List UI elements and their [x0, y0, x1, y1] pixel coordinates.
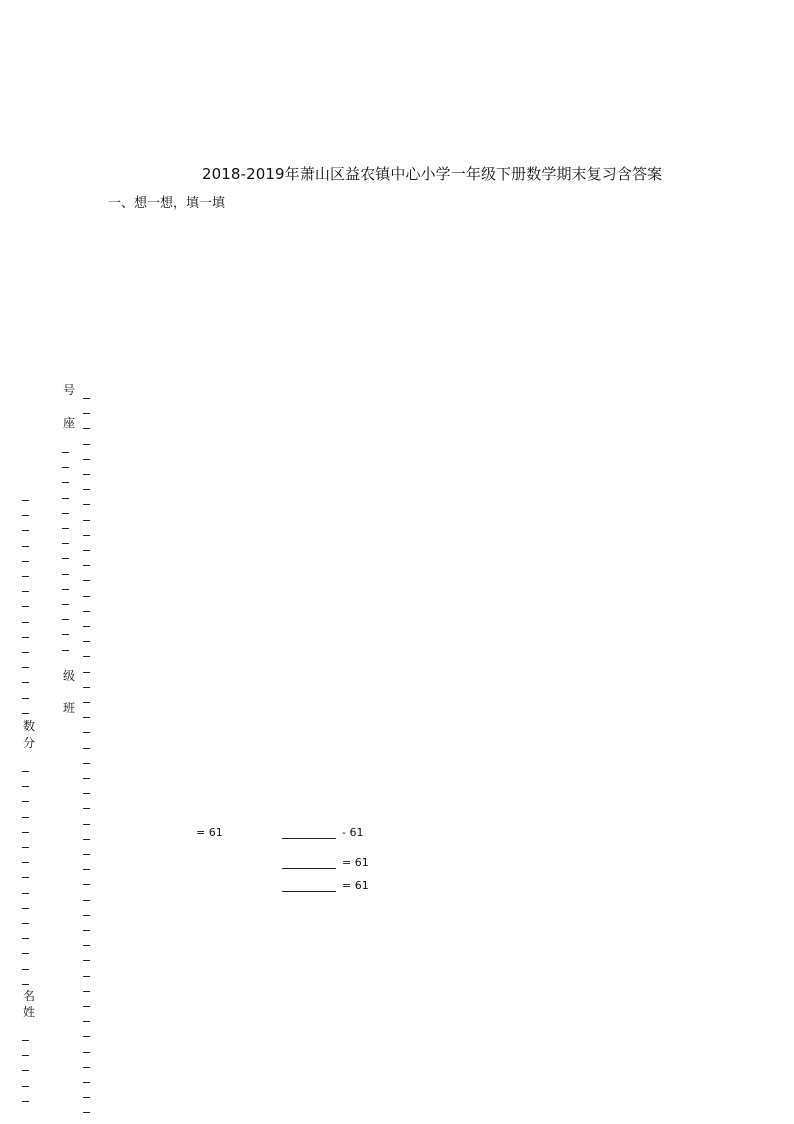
dash-segment	[22, 832, 29, 833]
dash-segment	[83, 520, 90, 521]
dash-segment	[62, 574, 69, 575]
dash-segment	[22, 637, 29, 638]
dash-segment	[83, 930, 90, 931]
dash-segment	[22, 786, 29, 787]
dash-segment	[22, 530, 29, 531]
answer-blank[interactable]	[282, 858, 336, 869]
margin-label-class: 班	[62, 701, 75, 715]
dash-segment	[62, 634, 69, 635]
dash-segment	[83, 1067, 90, 1068]
page-title: 2018-2019年萧山区益农镇中心小学一年级下册数学期末复习含答案	[202, 165, 663, 183]
dash-segment	[22, 817, 29, 818]
dash-segment	[62, 543, 69, 544]
dash-segment	[83, 824, 90, 825]
dash-segment	[83, 869, 90, 870]
dash-segment	[62, 467, 69, 468]
dash-segment	[22, 771, 29, 772]
dash-segment	[83, 732, 90, 733]
margin-label-score-top: 数	[22, 719, 35, 733]
dash-segment	[22, 606, 29, 607]
margin-label-grade: 级	[62, 669, 75, 683]
margin-label-seat-top: 号	[62, 383, 75, 397]
dash-segment	[83, 489, 90, 490]
dash-segment	[22, 576, 29, 577]
dash-segment	[83, 641, 90, 642]
dash-segment	[22, 893, 29, 894]
dash-segment	[22, 953, 29, 954]
dash-segment	[83, 1052, 90, 1053]
dash-segment	[83, 976, 90, 977]
dash-segment	[83, 1006, 90, 1007]
dash-segment	[22, 969, 29, 970]
dash-segment	[62, 619, 69, 620]
dash-segment	[83, 580, 90, 581]
dash-segment	[83, 1082, 90, 1083]
dash-segment	[83, 596, 90, 597]
dash-segment	[83, 1036, 90, 1037]
dash-segment	[22, 591, 29, 592]
dash-segment	[83, 656, 90, 657]
dash-segment	[83, 854, 90, 855]
dash-segment	[83, 428, 90, 429]
dash-segment	[83, 717, 90, 718]
dash-segment	[83, 474, 90, 475]
equation-3-text: = 61	[342, 856, 369, 869]
dash-segment	[22, 877, 29, 878]
dash-segment	[22, 698, 29, 699]
dash-segment	[22, 667, 29, 668]
dash-segment	[22, 713, 29, 714]
dash-segment	[83, 611, 90, 612]
dash-segment	[83, 626, 90, 627]
dash-segment	[83, 535, 90, 536]
dash-segment	[83, 504, 90, 505]
dash-segment	[22, 1040, 29, 1041]
margin-label-seat-bottom: 座	[62, 416, 75, 430]
equation-4-text: = 61	[342, 879, 369, 892]
equation-4	[282, 879, 369, 892]
dash-segment	[83, 413, 90, 414]
dash-segment	[22, 847, 29, 848]
dash-segment	[83, 687, 90, 688]
equation-2	[282, 826, 363, 839]
dash-segment	[83, 444, 90, 445]
dash-segment	[83, 550, 90, 551]
dash-segment	[83, 793, 90, 794]
dash-segment	[22, 908, 29, 909]
dash-segment	[83, 398, 90, 399]
dash-segment	[83, 763, 90, 764]
dash-segment	[83, 839, 90, 840]
dash-segment	[22, 682, 29, 683]
dash-segment	[83, 1097, 90, 1098]
answer-blank[interactable]	[282, 881, 336, 892]
dash-segment	[62, 482, 69, 483]
dash-segment	[22, 938, 29, 939]
dash-segment	[83, 565, 90, 566]
dash-segment	[62, 513, 69, 514]
dash-segment	[22, 515, 29, 516]
margin-label-score-bottom: 分	[22, 736, 35, 750]
dash-segment	[83, 945, 90, 946]
dash-segment	[83, 900, 90, 901]
dash-segment	[83, 778, 90, 779]
dash-segment	[62, 650, 69, 651]
equation-1: = 61	[196, 826, 223, 839]
dash-segment	[62, 604, 69, 605]
dash-segment	[62, 558, 69, 559]
dash-segment	[62, 589, 69, 590]
dash-segment	[62, 452, 69, 453]
dash-segment	[22, 1055, 29, 1056]
dash-segment	[83, 960, 90, 961]
equation-3	[282, 856, 369, 869]
margin-label-name-bottom: 姓	[22, 1005, 35, 1019]
dash-segment	[22, 622, 29, 623]
dash-segment	[22, 801, 29, 802]
dash-segment	[83, 884, 90, 885]
dash-segment	[83, 672, 90, 673]
dash-segment	[83, 1021, 90, 1022]
dash-segment	[22, 546, 29, 547]
dash-segment	[83, 748, 90, 749]
dash-segment	[22, 1070, 29, 1071]
dash-segment	[83, 808, 90, 809]
dash-segment	[22, 862, 29, 863]
dash-segment	[83, 459, 90, 460]
dash-segment	[83, 991, 90, 992]
dash-segment	[22, 500, 29, 501]
margin-label-name-top: 名	[22, 989, 35, 1003]
dash-segment	[22, 923, 29, 924]
dash-segment	[62, 528, 69, 529]
dash-segment	[22, 561, 29, 562]
dash-segment	[62, 498, 69, 499]
dash-segment	[83, 915, 90, 916]
dash-segment	[22, 984, 29, 985]
dash-segment	[22, 1086, 29, 1087]
dash-segment	[83, 1112, 90, 1113]
section-heading: 一、想一想，填一填	[108, 196, 226, 211]
dash-segment	[22, 1101, 29, 1102]
answer-blank[interactable]	[282, 828, 336, 839]
equation-2-text: - 61	[342, 826, 364, 839]
dash-segment	[83, 702, 90, 703]
dash-segment	[22, 652, 29, 653]
